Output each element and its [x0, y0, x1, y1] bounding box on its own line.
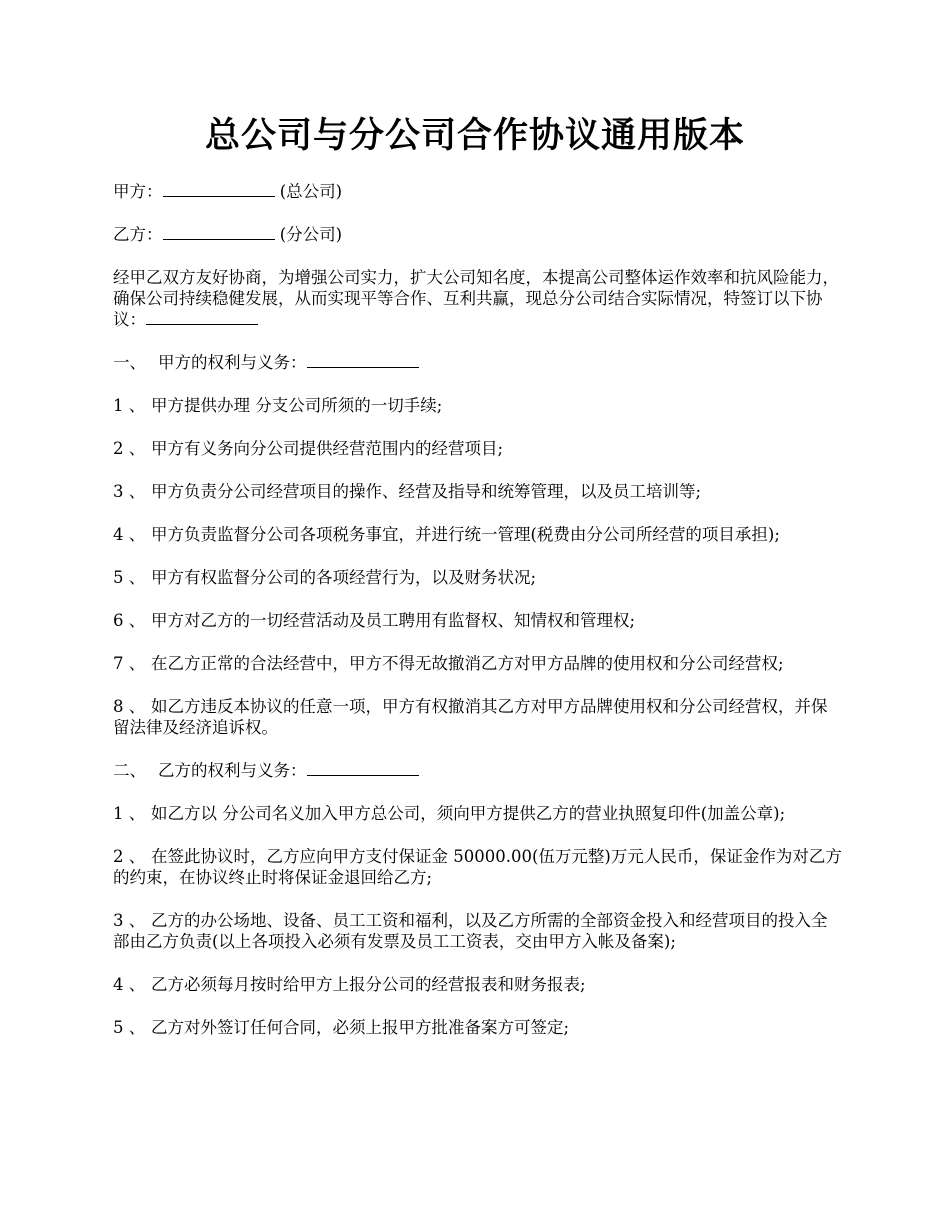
clause-number: 4 、 — [113, 975, 146, 994]
clause-b1 — [113, 803, 843, 824]
section-1-number: 一、 — [113, 353, 146, 372]
preamble-paragraph — [113, 267, 843, 330]
clause-number: 5 、 — [113, 1018, 146, 1037]
clause-b5 — [113, 1017, 843, 1038]
section-2-heading — [113, 760, 843, 781]
clause-number: 2 、 — [113, 439, 146, 458]
section-2-title: 乙方的权利与义务： — [158, 761, 307, 780]
clause-text: 在签此协议时，乙方应向甲方支付保证金 50000.00(伍万元整)万元人民币，保证金作为对乙方的约束，在协议终止时将保证金退回给乙方; — [113, 847, 842, 887]
clause-a1 — [113, 395, 843, 416]
clause-number: 5 、 — [113, 568, 146, 587]
clause-number: 1 、 — [113, 804, 146, 823]
clause-number: 7 、 — [113, 654, 146, 673]
clause-a6 — [113, 610, 843, 631]
clause-number: 3 、 — [113, 911, 146, 930]
section-1-title: 甲方的权利与义务： — [158, 353, 307, 372]
section-2-blank — [307, 761, 419, 776]
document-body — [113, 181, 843, 1060]
clause-a8 — [113, 696, 843, 738]
party-b-line — [113, 224, 843, 245]
party-a-line — [113, 181, 843, 202]
clause-b4 — [113, 974, 843, 995]
clause-b2 — [113, 846, 843, 888]
clause-a2 — [113, 438, 843, 459]
clause-a7 — [113, 653, 843, 674]
clause-number: 3 、 — [113, 482, 146, 501]
clause-b3 — [113, 910, 843, 952]
party-a-label: 甲方： — [113, 182, 163, 201]
clause-text: 甲方有义务向分公司提供经营范围内的经营项目; — [151, 439, 504, 458]
party-a-note: (总公司) — [279, 182, 343, 201]
party-b-blank — [163, 225, 275, 240]
section-1-blank — [307, 353, 419, 368]
party-b-label: 乙方： — [113, 225, 163, 244]
clause-text: 甲方对乙方的一切经营活动及员工聘用有监督权、知情权和管理权; — [151, 611, 636, 630]
preamble-text: 经甲乙双方友好协商，为增强公司实力，扩大公司知名度，本提高公司整体运作效率和抗风险能力，确保公司持续稳健发展，从而实现平等合作、互利共赢，现总分公司结合实际情况，特签订以下协议： — [113, 268, 839, 329]
clause-a5 — [113, 567, 843, 588]
clause-text: 乙方对外签订任何合同，必须上报甲方批准备案方可签定; — [151, 1018, 570, 1037]
clause-number: 2 、 — [113, 847, 146, 866]
clause-number: 6 、 — [113, 611, 146, 630]
clause-text: 乙方的办公场地、设备、员工工资和福利，以及乙方所需的全部资金投入和经营项目的投入全部由乙方负责(以上各项投入必须有发票及员工工资表，交由甲方入帐及备案); — [113, 911, 828, 951]
clause-number: 1 、 — [113, 396, 146, 415]
clause-number: 8 、 — [113, 697, 146, 716]
clause-text: 甲方负责监督分公司各项税务事宜，并进行统一管理(税费由分公司所经营的项目承担); — [151, 525, 780, 544]
document-title: 总公司与分公司合作协议通用版本 — [204, 116, 745, 156]
preamble-blank — [146, 310, 258, 325]
clause-text: 如乙方违反本协议的任意一项，甲方有权撤消其乙方对甲方品牌使用权和分公司经营权，并保留法律及经济追诉权。 — [113, 697, 828, 737]
party-a-blank — [163, 182, 275, 197]
clause-text: 甲方有权监督分公司的各项经营行为，以及财务状况; — [151, 568, 537, 587]
section-1-heading — [113, 352, 843, 373]
clause-text: 甲方提供办理 分支公司所须的一切手续; — [151, 396, 443, 415]
clause-number: 4 、 — [113, 525, 146, 544]
clause-a4 — [113, 524, 843, 545]
clause-text: 甲方负责分公司经营项目的操作、经营及指导和统筹管理，以及员工培训等; — [151, 482, 702, 501]
clause-text: 如乙方以 分公司名义加入甲方总公司，须向甲方提供乙方的营业执照复印件(加盖公章); — [151, 804, 786, 823]
party-b-note: (分公司) — [279, 225, 343, 244]
clause-text: 乙方必须每月按时给甲方上报分公司的经营报表和财务报表; — [151, 975, 586, 994]
section-2-number: 二、 — [113, 761, 146, 780]
clause-a3 — [113, 481, 843, 502]
clause-text: 在乙方正常的合法经营中，甲方不得无故撤消乙方对甲方品牌的使用权和分公司经营权; — [151, 654, 784, 673]
